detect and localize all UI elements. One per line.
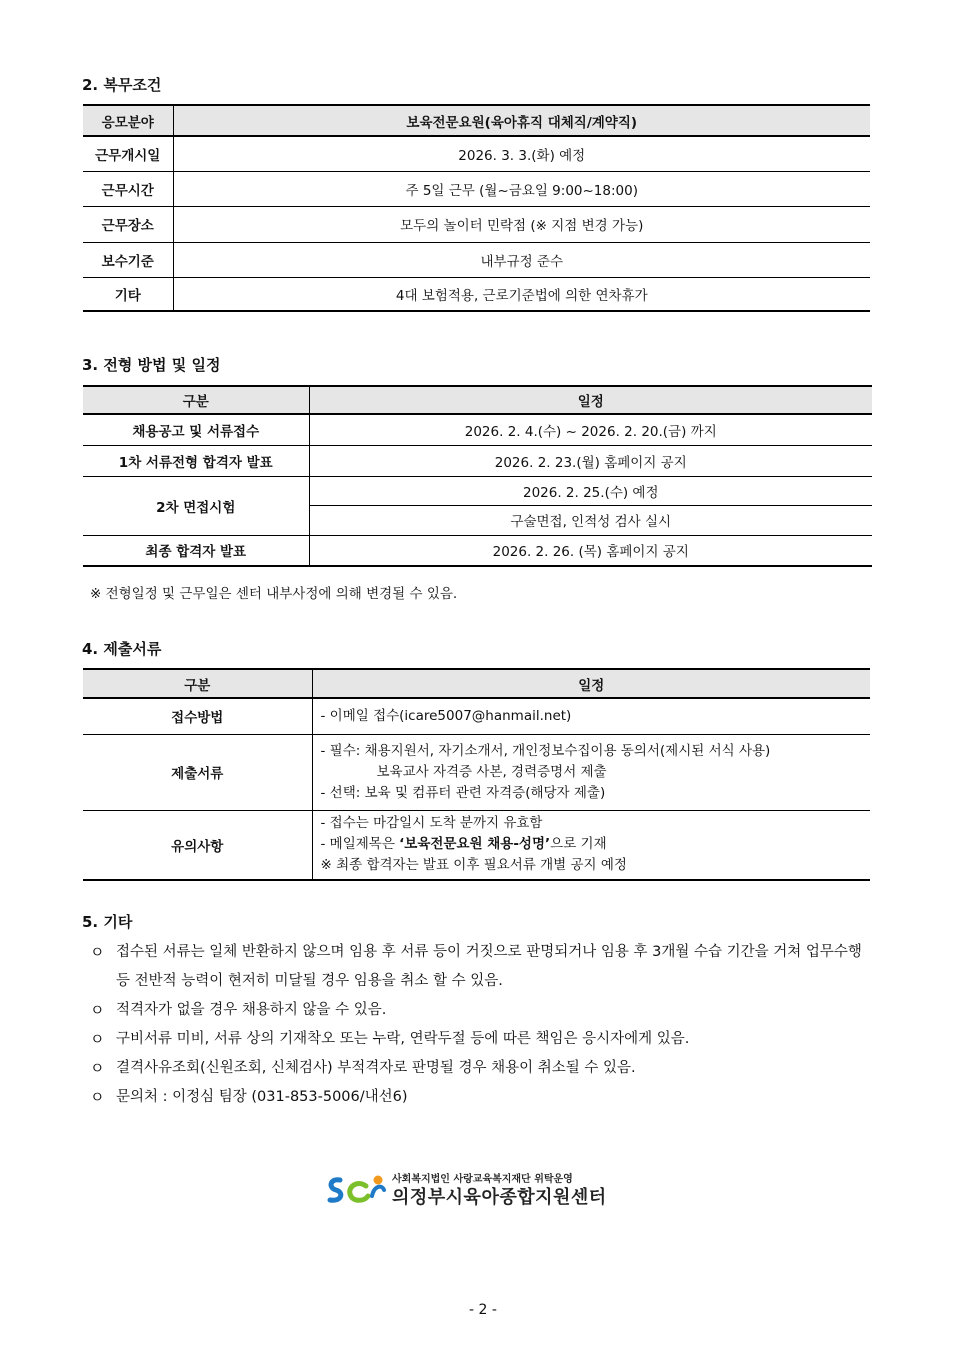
circle-bullet-icon: ㅇ <box>90 1088 105 1106</box>
required-line: - 필수: 채용지원서, 자기소개서, 개인정보수집이용 동의서(제시된 서식 사용) <box>320 742 771 759</box>
page-number: - 2 - <box>469 1302 497 1318</box>
start-date-value: 2026. 3. 3.(화) 예정 <box>173 136 870 171</box>
circle-bullet-icon: ㅇ <box>90 943 105 961</box>
selection-schedule-table <box>83 385 872 567</box>
work-place-value: 모두의 놀이터 민락점 (※ 지점 변경 가능) <box>173 206 870 242</box>
column-header: 일정 <box>309 386 872 414</box>
section-4-title: 4. 제출서류 <box>82 640 162 658</box>
start-date-label: 근무개시일 <box>95 147 161 164</box>
final-result-value: 2026. 2. 26. (목) 홈페이지 공지 <box>309 535 872 566</box>
circle-bullet-icon: ㅇ <box>90 1001 105 1019</box>
column-header: 일정 <box>312 669 870 698</box>
field-label: 응모분야 <box>83 105 173 136</box>
notes-line: - 메일제목은 ‘보육전문요원 채용-성명’으로 기재 <box>320 836 607 853</box>
column-header: 구분 <box>83 669 312 698</box>
work-hours-label: 근무시간 <box>101 182 154 199</box>
salary-label: 보수기준 <box>101 253 154 270</box>
optional-line: - 선택: 보육 및 컴퓨터 관련 자격증(해당자 제출) <box>320 784 606 801</box>
required-documents-label: 제출서류 <box>171 766 224 782</box>
notes-value <box>312 810 870 880</box>
interview-date: 2026. 2. 25.(수) 예정 <box>309 476 872 505</box>
etc-list <box>90 938 880 1112</box>
first-result-label: 1차 서류전형 합격자 발표 <box>118 454 273 471</box>
organization-logo-icon <box>326 1174 388 1206</box>
organization-name: 의정부시육아종합지원센터 <box>392 1187 607 1208</box>
list-item: ㅇ 결격사유조회(신원조회, 신체검사) 부적격자로 판명될 경우 채용이 취소될 수 있음. <box>90 1054 880 1083</box>
section-3-title: 3. 전형 방법 및 일정 <box>82 356 221 374</box>
list-item: ㅇ 문의처 : 이정심 팀장 (031-853-5006/내선6) <box>90 1083 880 1112</box>
final-result-label: 최종 합격자 발표 <box>145 544 247 561</box>
etc-label: 기타 <box>114 287 141 304</box>
work-conditions-table <box>83 104 870 312</box>
documents-table <box>83 668 870 881</box>
organization-subtitle: 사회복지법인 사랑교육복지재단 위탁운영 <box>392 1174 573 1185</box>
notes-line: ※ 최종 합격자는 발표 이후 필요서류 개별 공지 예정 <box>320 857 627 874</box>
organization-logo <box>326 1170 646 1210</box>
field-value: 보육전문요원(육아휴직 대체직/계약직) <box>173 105 870 136</box>
circle-bullet-icon: ㅇ <box>90 1059 105 1077</box>
salary-value: 내부규정 준수 <box>173 242 870 277</box>
submission-method-value: - 이메일 접수(icare5007@hanmail.net) <box>312 698 870 734</box>
circle-bullet-icon: ㅇ <box>90 1030 105 1048</box>
section-5-title: 5. 기타 <box>82 913 133 931</box>
application-period-value: 2026. 2. 4.(수) ~ 2026. 2. 20.(금) 까지 <box>309 414 872 445</box>
required-documents-value <box>312 734 870 810</box>
submission-method-label: 접수방법 <box>171 710 224 727</box>
list-item: ㅇ 접수된 서류는 일체 반환하지 않으며 임용 후 서류 등이 거짓으로 판명되거나 임용 후 3개월 수습 기간을 거쳐 업무수행 등 전반적 능력이 현저히 미달될 경우 임용을 취소 할 수 있음. <box>90 938 880 996</box>
section-2-title: 2. 복무조건 <box>82 76 162 94</box>
interview-detail: 구술면접, 인적성 검사 실시 <box>309 505 872 535</box>
schedule-note: ※ 전형일정 및 근무일은 센터 내부사정에 의해 변경될 수 있음. <box>90 586 458 602</box>
notes-line: - 접수는 마감일시 도착 분까지 유효함 <box>320 815 543 832</box>
list-item: ㅇ 구비서류 미비, 서류 상의 기재착오 또는 누락, 연락두절 등에 따른 책임은 응시자에게 있음. <box>90 1025 880 1054</box>
first-result-value: 2026. 2. 23.(월) 홈페이지 공지 <box>309 445 872 476</box>
etc-value: 4대 보험적용, 근로기준법에 의한 연차휴가 <box>173 277 870 311</box>
work-hours-value: 주 5일 근무 (월~금요일 9:00~18:00) <box>173 171 870 206</box>
mail-subject-format: ‘보육전문요원 채용-성명’ <box>399 836 551 853</box>
column-header: 구분 <box>83 386 309 414</box>
required-line-cont: 보육교사 자격증 사본, 경력증명서 제출 <box>376 763 607 780</box>
notes-label: 유의사항 <box>171 838 224 855</box>
application-period-label: 채용공고 및 서류접수 <box>132 423 260 440</box>
work-place-label: 근무장소 <box>101 218 154 234</box>
interview-label: 2차 면접시험 <box>156 499 236 516</box>
list-item: ㅇ 적격자가 없을 경우 채용하지 않을 수 있음. <box>90 996 880 1025</box>
